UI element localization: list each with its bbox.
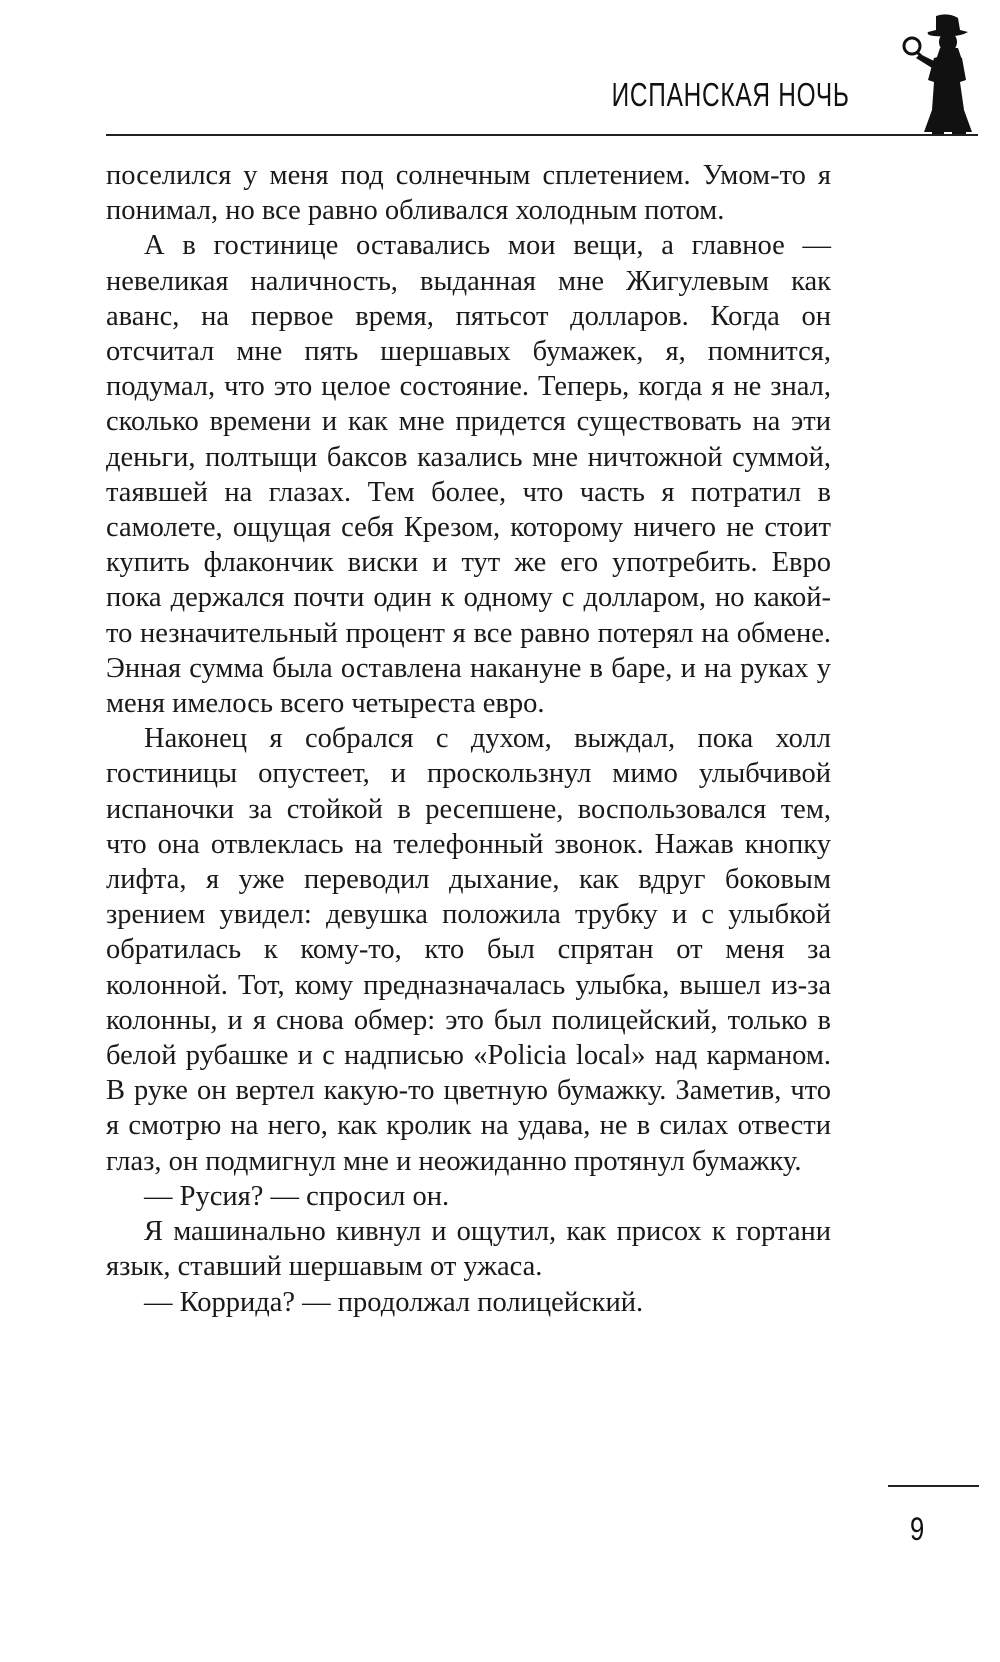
page-header: [106, 10, 978, 138]
footer-rule: [888, 1485, 979, 1487]
paragraph: поселился у меня под солнечным сплетением. Умом-то я понимал, но все равно обливался холодным потом.: [106, 160, 831, 227]
paragraph: Я машинально кивнул и ощутил, как присох к гортани язык, ставший шершавым от ужаса.: [106, 1216, 831, 1283]
paragraph: А в гостинице оставались мои вещи, а главное — невеликая наличность, выданная мне Жигулевым как аванс, на первое время, пятьсот долларов. Когда он отсчитал мне пять шершавых бумажек, я, помнится, подумал, что это целое состояние. Теперь, когда я не знал, сколько времени и как мне придется существовать на эти деньги, полтыщи баксов казались мне ничтожной суммой, таявшей на глазах. Тем более, что часть я потратил в самолете, ощущая себя Крезом, которому ничего не стоит купить флакончик виски и тут же его употребить. Евро пока держался почти один к одному с долларом, но какой-то незначительный процент я все равно потерял на обмене. Энная сумма была оставлена накануне в баре, и на руках у меня имелось всего четыреста евро.: [106, 230, 831, 720]
page-number: 9: [910, 1511, 925, 1547]
detective-silhouette-icon: [888, 10, 978, 136]
header-rule: [106, 134, 978, 136]
running-title: ИСПАНСКАЯ НОЧЬ: [612, 76, 850, 113]
paragraph: Наконец я собрался с духом, выждал, пока холл гостиницы опустеет, и проскользнул мимо улыбчивой испаночки за стойкой в ресепшене, воспользовался тем, что она отвлеклась на телефонный звонок. Нажав кнопку лифта, я уже переводил дыхание, как вдруг боковым зрением увидел: девушка положила трубку и с улыбкой обратилась к кому-то, кто был спрятан от меня за колонной. Тот, кому предназначалась улыбка, вышел из-за колонны, и я снова обмер: это был полицейский, только в белой рубашке и с надписью «Policia local» над карманом. В руке он вертел какую-то цветную бумажку. Заметив, что я смотрю на него, как кролик на удава, не в силах отвести глаз, он подмигнул мне и неожиданно протянул бумажку.: [106, 723, 831, 1177]
dialogue-line: — Русия? — спросил он.: [144, 1180, 450, 1212]
dialogue-line: — Коррида? — продолжал полицейский.: [144, 1286, 644, 1318]
body-text: [106, 158, 831, 1320]
